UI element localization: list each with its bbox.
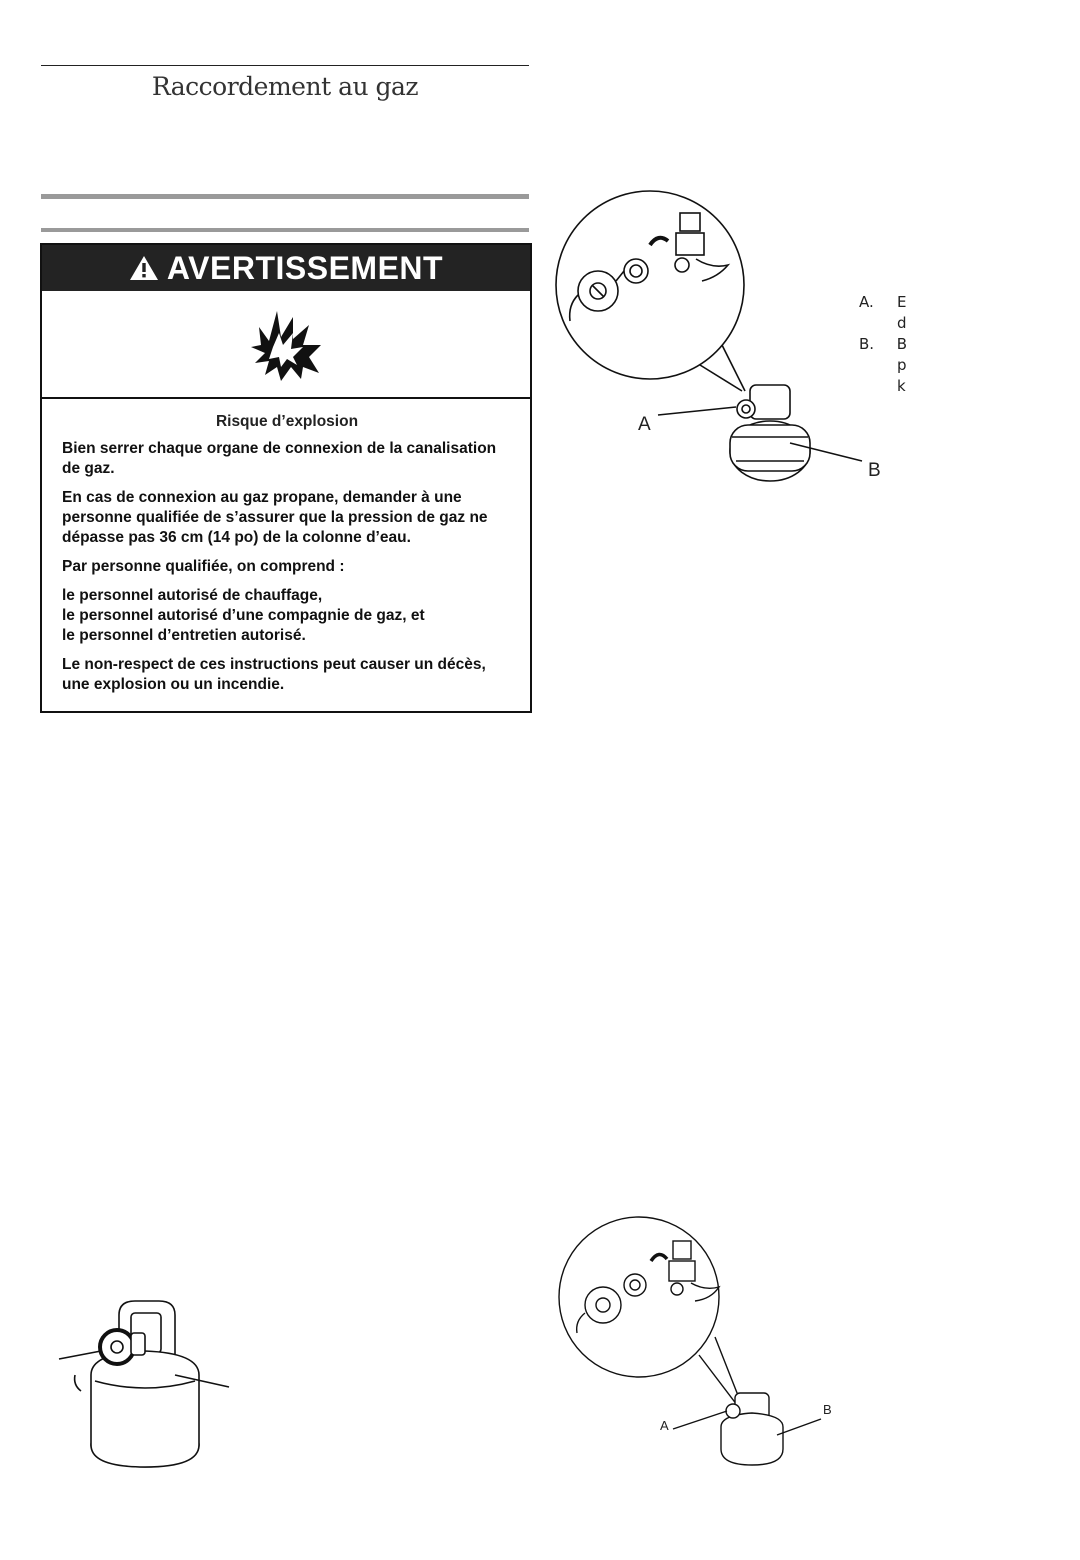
warning-header bbox=[42, 245, 530, 291]
legend-text: B bbox=[896, 335, 907, 353]
legend-text: k bbox=[897, 377, 906, 395]
legend-text: E bbox=[897, 293, 907, 311]
warning-para-1: Bien serrer chaque organe de connexion de la canalisation de gaz. bbox=[62, 440, 497, 477]
explosion-icon-area bbox=[42, 291, 530, 399]
figure-bottom-label-b: B bbox=[823, 1402, 832, 1417]
warning-box bbox=[40, 243, 532, 713]
qualified-list bbox=[62, 586, 512, 646]
legend-letter: B. bbox=[859, 335, 875, 353]
propane-tank-figure-bottom-right bbox=[555, 1213, 840, 1475]
list-item: le personnel d’entretien autorisé. bbox=[62, 627, 306, 644]
list-item: le personnel autorisé de chauffage, bbox=[62, 587, 323, 604]
warning-triangle-icon bbox=[129, 254, 159, 282]
list-item: le personnel autorisé d’une compagnie de gaz, et bbox=[62, 607, 425, 624]
warning-para-4: Le non-respect de ces instructions peut causer un décès, une explosion ou un incendie. bbox=[62, 656, 486, 693]
section-title: Raccordement au gaz bbox=[151, 72, 419, 101]
figure-top-label-b: B bbox=[868, 460, 881, 481]
risk-title: Risque d’explosion bbox=[215, 413, 359, 430]
propane-tank-figure-bottom-left bbox=[55, 1295, 240, 1475]
warning-para-2: En cas de connexion au gaz propane, demander à une personne qualifiée de s’assurer que la pression de gaz ne dépasse pas 36 cm (14 po) de la colonne d’eau. bbox=[62, 489, 488, 546]
legend-text: d bbox=[897, 314, 907, 332]
top-rule bbox=[41, 65, 529, 66]
propane-tank-figure-top bbox=[550, 185, 910, 485]
warning-header-text: AVERTISSEMENT bbox=[166, 249, 444, 286]
figure-legend bbox=[859, 292, 907, 396]
legend-text: p bbox=[897, 356, 907, 374]
figure-top-label-a: A bbox=[638, 414, 651, 435]
warning-body bbox=[62, 399, 512, 704]
figure-bottom-label-a: A bbox=[660, 1418, 669, 1433]
warning-para-3: Par personne qualifiée, on comprend : bbox=[62, 558, 345, 575]
legend-letter: A. bbox=[859, 293, 874, 311]
explosion-icon bbox=[247, 303, 327, 385]
divider-thick-2 bbox=[41, 228, 529, 232]
divider-thick-1 bbox=[41, 194, 529, 199]
